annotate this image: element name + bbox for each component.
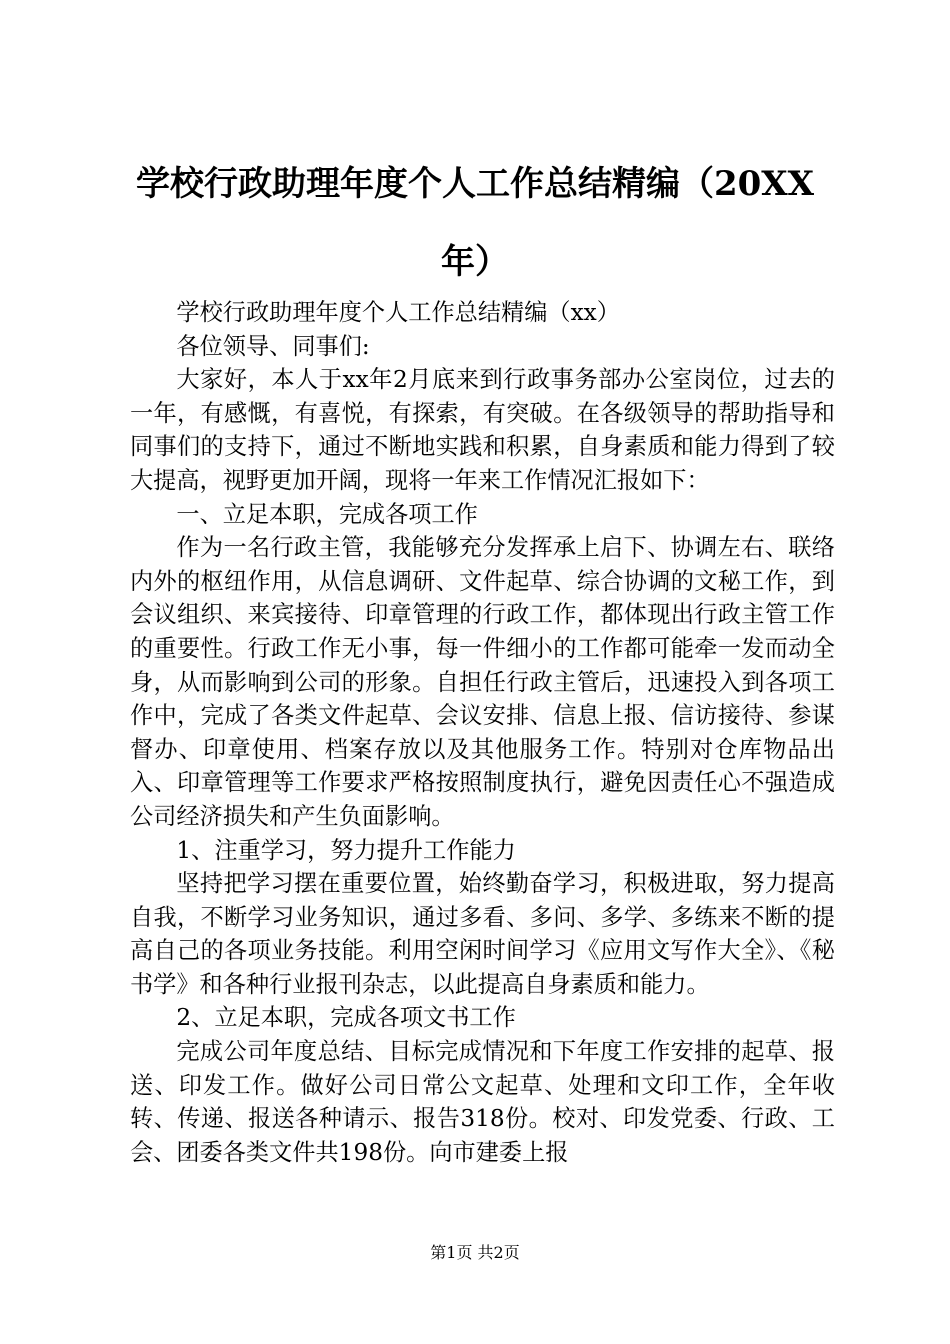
document-title: 学校行政助理年度个人工作总结精编（20XX年） [135,164,815,282]
paragraph-subsection-2: 完成公司年度总结、目标完成情况和下年度工作安排的起草、报送、印发工作。做好公司日常公文起草、处理和文印工作，全年收转、传递、报送各种请示、报告318份。校对、印发党委、行政、工会、团委各类文件共198份。向市建委上报 [130,1038,835,1166]
page-footer: 第1页 共2页 [430,1243,520,1262]
section-heading-1: 一、立足本职，完成各项工作 [176,500,478,528]
subsection-heading-2: 2、立足本职，完成各项文书工作 [176,1004,516,1032]
paragraph-subtitle: 学校行政助理年度个人工作总结精编（xx） [176,299,620,326]
paragraph-salutation: 各位领导、同事们: [176,332,370,360]
paragraph-section-1: 作为一名行政主管，我能够充分发挥承上启下、协调左右、联络内外的枢纽作用，从信息调研、文件起草、综合协调的文秘工作，到会议组织、来宾接待、印章管理的行政工作，都体现出行政主管工作的重要性。行政工作无小事，每一件细小的工作都可能牵一发而动全身，从而影响到公司的形象。自担任行政主管后，迅速投入到各项工作中，完成了各类文件起草、会议安排、信息上报、信访接待、参谋督办、印章使用、档案存放以及其他服务工作。特别对仓库物品出入、印章管理等工作要求严格按照制度执行，避免因责任心不强造成公司经济损失和产生负面影响。 [130,534,835,830]
paragraph-intro: 大家好，本人于xx年2月底来到行政事务部办公室岗位，过去的一年，有感慨，有喜悦，有探索，有突破。在各级领导的帮助指导和同事们的支持下，通过不断地实践和积累，自身素质和能力得到了较大提高，视野更加开阔，现将一年来工作情况汇报如下： [130,366,835,494]
subsection-heading-1: 1、注重学习，努力提升工作能力 [176,836,516,864]
paragraph-subsection-1: 坚持把学习摆在重要位置，始终勤奋学习，积极进取，努力提高自我，不断学习业务知识，通过多看、多问、多学、多练来不断的提高自己的各项业务技能。利用空闲时间学习《应用文写作大全》、《秘书学》和各种行业报刊杂志，以此提高自身素质和能力。 [130,870,835,998]
document-body [130,296,835,1169]
